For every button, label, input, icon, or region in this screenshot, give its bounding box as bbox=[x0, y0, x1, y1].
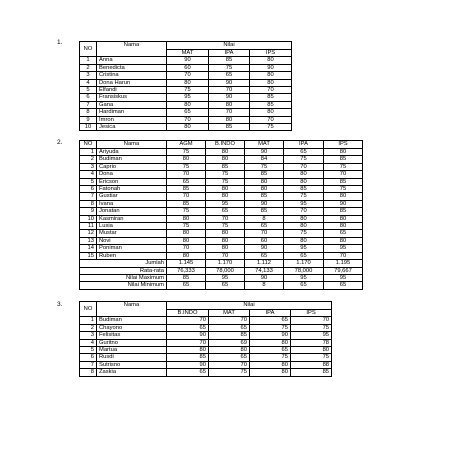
column-header: B.INDO bbox=[206, 141, 245, 149]
score-cell: 80 bbox=[284, 178, 324, 185]
student-name: Ericson bbox=[97, 178, 167, 185]
score-cell: 70 bbox=[167, 245, 206, 252]
student-name: Jesica bbox=[97, 124, 167, 131]
column-header: IPA bbox=[250, 310, 291, 317]
score-cell: 75 bbox=[209, 64, 250, 71]
section-3-number: 3. bbox=[57, 301, 63, 308]
score-cell: 90 bbox=[167, 332, 209, 339]
score-cell: 95 bbox=[324, 245, 363, 252]
score-cell: 70 bbox=[167, 317, 209, 324]
row-number: 2 bbox=[80, 64, 97, 71]
summary-value: 1.170 bbox=[206, 260, 245, 267]
row-number: 15 bbox=[80, 252, 97, 259]
score-cell: 70 bbox=[209, 361, 250, 368]
summary-value: 65 bbox=[167, 282, 206, 289]
score-cell: 88 bbox=[291, 361, 332, 368]
column-header: AGM bbox=[167, 141, 206, 149]
table-row bbox=[80, 178, 363, 185]
column-header: MAT bbox=[209, 310, 250, 317]
score-cell: 90 bbox=[324, 200, 363, 207]
summary-value: 78,000 bbox=[206, 267, 245, 274]
table-row bbox=[80, 215, 363, 222]
student-name: Sutrisno bbox=[97, 361, 167, 368]
row-number: 11 bbox=[80, 223, 97, 230]
row-number: 6 bbox=[80, 354, 97, 361]
score-cell: 85 bbox=[324, 208, 363, 215]
score-cell: 80 bbox=[250, 57, 292, 64]
score-cell: 80 bbox=[167, 215, 206, 222]
table-row bbox=[80, 79, 292, 86]
score-cell: 80 bbox=[250, 109, 292, 116]
score-cell: 65 bbox=[167, 178, 206, 185]
row-number: 14 bbox=[80, 245, 97, 252]
score-cell: 85 bbox=[209, 57, 250, 64]
score-cell: 80 bbox=[209, 116, 250, 123]
score-cell: 70 bbox=[291, 317, 332, 324]
score-cell: 75 bbox=[284, 193, 324, 200]
score-cell: 65 bbox=[209, 324, 250, 331]
table-row bbox=[80, 186, 363, 193]
score-cell: 85 bbox=[167, 200, 206, 207]
score-cell: 80 bbox=[284, 215, 324, 222]
header-no: NO bbox=[80, 141, 97, 149]
score-cell: 65 bbox=[250, 347, 291, 354]
score-cell: 85 bbox=[245, 208, 284, 215]
header-nama: Nama bbox=[97, 302, 167, 317]
summary-value: 78,000 bbox=[284, 267, 324, 274]
table-row bbox=[80, 101, 292, 108]
table-row bbox=[80, 369, 332, 376]
score-cell: 80 bbox=[245, 186, 284, 193]
table-row bbox=[80, 57, 292, 64]
score-cell: 80 bbox=[291, 347, 332, 354]
score-cell: 70 bbox=[167, 193, 206, 200]
row-number: 3 bbox=[80, 163, 97, 170]
row-number: 4 bbox=[80, 171, 97, 178]
student-name: Mustar bbox=[97, 230, 167, 237]
score-cell: 85 bbox=[245, 171, 284, 178]
score-cell: 69 bbox=[209, 339, 250, 346]
table-row bbox=[80, 149, 363, 156]
score-cell: 85 bbox=[209, 332, 250, 339]
column-header: MAT bbox=[245, 141, 284, 149]
summary-label: Rata-rata bbox=[80, 267, 167, 274]
column-header: IPS bbox=[291, 310, 332, 317]
score-cell: 65 bbox=[209, 354, 250, 361]
student-name: Fatonah bbox=[97, 186, 167, 193]
row-number: 1 bbox=[80, 57, 97, 64]
row-number: 7 bbox=[80, 101, 97, 108]
student-name: Gana bbox=[97, 101, 167, 108]
row-number: 2 bbox=[80, 324, 97, 331]
summary-label: Nilai Maximum bbox=[80, 274, 167, 281]
student-name: Ariyuda bbox=[97, 149, 167, 156]
summary-value: 65 bbox=[206, 282, 245, 289]
summary-row bbox=[80, 267, 363, 274]
column-header: IPA bbox=[209, 50, 250, 57]
score-cell: 65 bbox=[206, 208, 245, 215]
row-number: 6 bbox=[80, 94, 97, 101]
summary-row bbox=[80, 282, 363, 289]
score-cell: 85 bbox=[291, 369, 332, 376]
row-number: 5 bbox=[80, 347, 97, 354]
table-row bbox=[80, 171, 363, 178]
summary-label: Jumlah bbox=[80, 260, 167, 267]
score-cell: 75 bbox=[167, 223, 206, 230]
student-name: Dona Harun bbox=[97, 79, 167, 86]
score-cell: 8 bbox=[245, 215, 284, 222]
score-cell: 80 bbox=[167, 79, 209, 86]
score-cell: 75 bbox=[245, 163, 284, 170]
score-cell: 75 bbox=[324, 186, 363, 193]
row-number: 9 bbox=[80, 116, 97, 123]
student-name: Budiman bbox=[97, 317, 167, 324]
row-number: 9 bbox=[80, 208, 97, 215]
summary-label: Nilai Minimum bbox=[80, 282, 167, 289]
row-number: 8 bbox=[80, 369, 97, 376]
student-name: Budiman bbox=[97, 156, 167, 163]
summary-value: 1.112 bbox=[245, 260, 284, 267]
summary-value: 74,133 bbox=[245, 267, 284, 274]
summary-value: 1.195 bbox=[324, 260, 363, 267]
score-cell: 65 bbox=[167, 109, 209, 116]
student-name: Zaskia bbox=[97, 369, 167, 376]
score-cell: 70 bbox=[209, 87, 250, 94]
score-cell: 75 bbox=[167, 87, 209, 94]
table-row bbox=[80, 87, 292, 94]
student-name: Chayono bbox=[97, 324, 167, 331]
header-no: NO bbox=[80, 302, 97, 317]
score-cell: 90 bbox=[209, 79, 250, 86]
score-cell: 90 bbox=[245, 200, 284, 207]
score-cell: 90 bbox=[250, 332, 291, 339]
score-cell: 80 bbox=[167, 156, 206, 163]
student-name: Ivana bbox=[97, 200, 167, 207]
score-cell: 70 bbox=[284, 208, 324, 215]
score-cell: 80 bbox=[206, 156, 245, 163]
student-name: Gustiar bbox=[97, 193, 167, 200]
score-cell: 95 bbox=[206, 200, 245, 207]
table-row bbox=[80, 72, 292, 79]
student-name: Benedicta bbox=[97, 64, 167, 71]
header-nilai: Nilai bbox=[167, 42, 292, 50]
row-number: 3 bbox=[80, 72, 97, 79]
score-cell: 90 bbox=[209, 94, 250, 101]
table-row bbox=[80, 252, 363, 259]
row-number: 5 bbox=[80, 87, 97, 94]
score-cell: 80 bbox=[167, 101, 209, 108]
score-cell: 70 bbox=[209, 317, 250, 324]
score-cell: 70 bbox=[206, 215, 245, 222]
section-2-number: 2. bbox=[57, 139, 63, 146]
row-number: 7 bbox=[80, 193, 97, 200]
table-row bbox=[80, 245, 363, 252]
score-cell: 95 bbox=[291, 332, 332, 339]
score-cell: 65 bbox=[284, 149, 324, 156]
score-cell: 80 bbox=[206, 245, 245, 252]
table-3 bbox=[79, 301, 332, 377]
score-cell: 85 bbox=[250, 101, 292, 108]
summary-value: 95 bbox=[284, 274, 324, 281]
score-cell: 75 bbox=[324, 163, 363, 170]
summary-value: 1.145 bbox=[167, 260, 206, 267]
score-cell: 75 bbox=[284, 230, 324, 237]
table-row bbox=[80, 200, 363, 207]
table-row bbox=[80, 163, 363, 170]
header-no: NO bbox=[80, 42, 97, 57]
summary-row bbox=[80, 260, 363, 267]
score-cell: 70 bbox=[167, 339, 209, 346]
score-cell: 80 bbox=[206, 193, 245, 200]
score-cell: 90 bbox=[250, 64, 292, 71]
score-cell: 90 bbox=[167, 361, 209, 368]
row-number: 4 bbox=[80, 79, 97, 86]
score-cell: 80 bbox=[206, 149, 245, 156]
score-cell: 80 bbox=[167, 237, 206, 244]
score-cell: 70 bbox=[245, 230, 284, 237]
score-cell: 75 bbox=[284, 156, 324, 163]
table-row bbox=[80, 324, 332, 331]
score-cell: 75 bbox=[167, 208, 206, 215]
score-cell: 75 bbox=[250, 324, 291, 331]
table-row bbox=[80, 208, 363, 215]
header-nama: Nama bbox=[97, 141, 167, 149]
score-cell: 95 bbox=[167, 94, 209, 101]
row-number: 2 bbox=[80, 156, 97, 163]
table-row bbox=[80, 354, 332, 361]
score-cell: 95 bbox=[284, 200, 324, 207]
score-cell: 90 bbox=[245, 245, 284, 252]
score-cell: 80 bbox=[284, 237, 324, 244]
score-cell: 75 bbox=[250, 124, 292, 131]
score-cell: 65 bbox=[250, 317, 291, 324]
table-row bbox=[80, 223, 363, 230]
header-nama: Nama bbox=[97, 42, 167, 57]
score-cell: 75 bbox=[167, 163, 206, 170]
summary-value: 90 bbox=[245, 274, 284, 281]
score-cell: 80 bbox=[206, 186, 245, 193]
score-cell: 60 bbox=[167, 64, 209, 71]
row-number: 5 bbox=[80, 178, 97, 185]
score-cell: 85 bbox=[167, 186, 206, 193]
header-nilai: Nilai bbox=[167, 302, 332, 310]
student-name: Fransiskus bbox=[97, 94, 167, 101]
table-row bbox=[80, 317, 332, 324]
score-cell: 65 bbox=[167, 324, 209, 331]
score-cell: 70 bbox=[206, 252, 245, 259]
score-cell: 78 bbox=[291, 339, 332, 346]
score-cell: 90 bbox=[245, 149, 284, 156]
score-cell: 80 bbox=[250, 72, 292, 79]
row-number: 8 bbox=[80, 109, 97, 116]
score-cell: 65 bbox=[324, 230, 363, 237]
score-cell: 70 bbox=[167, 171, 206, 178]
table-row bbox=[80, 124, 292, 131]
table-row bbox=[80, 193, 363, 200]
summary-value: 76,333 bbox=[167, 267, 206, 274]
score-cell: 70 bbox=[324, 252, 363, 259]
score-cell: 80 bbox=[167, 347, 209, 354]
score-cell: 70 bbox=[250, 87, 292, 94]
score-cell: 85 bbox=[209, 124, 250, 131]
table-row bbox=[80, 64, 292, 71]
score-cell: 65 bbox=[167, 369, 209, 376]
column-header: IPS bbox=[324, 141, 363, 149]
summary-value: 65 bbox=[284, 282, 324, 289]
student-name: Lusia bbox=[97, 223, 167, 230]
score-cell: 80 bbox=[245, 178, 284, 185]
column-header: B.INDO bbox=[167, 310, 209, 317]
score-cell: 75 bbox=[250, 354, 291, 361]
score-cell: 84 bbox=[245, 156, 284, 163]
student-name: Rusdi bbox=[97, 354, 167, 361]
score-cell: 80 bbox=[167, 230, 206, 237]
score-cell: 80 bbox=[209, 101, 250, 108]
score-cell: 80 bbox=[206, 237, 245, 244]
table-1 bbox=[79, 41, 292, 131]
student-name: Poniman bbox=[97, 245, 167, 252]
student-name: Guritno bbox=[97, 339, 167, 346]
column-header: MAT bbox=[167, 50, 209, 57]
score-cell: 80 bbox=[324, 193, 363, 200]
score-cell: 85 bbox=[324, 178, 363, 185]
score-cell: 75 bbox=[209, 369, 250, 376]
score-cell: 80 bbox=[324, 215, 363, 222]
column-header: IPS bbox=[250, 50, 292, 57]
row-number: 12 bbox=[80, 230, 97, 237]
score-cell: 75 bbox=[206, 178, 245, 185]
table-row bbox=[80, 156, 363, 163]
table-row bbox=[80, 347, 332, 354]
score-cell: 80 bbox=[250, 361, 291, 368]
student-name: Anna bbox=[97, 57, 167, 64]
row-number: 3 bbox=[80, 332, 97, 339]
table-row bbox=[80, 230, 363, 237]
row-number: 13 bbox=[80, 237, 97, 244]
score-cell: 75 bbox=[206, 223, 245, 230]
student-name: Jonatan bbox=[97, 208, 167, 215]
score-cell: 80 bbox=[324, 149, 363, 156]
score-cell: 85 bbox=[206, 163, 245, 170]
summary-value: 65 bbox=[324, 282, 363, 289]
score-cell: 75 bbox=[291, 354, 332, 361]
row-number: 7 bbox=[80, 361, 97, 368]
row-number: 1 bbox=[80, 317, 97, 324]
score-cell: 80 bbox=[206, 230, 245, 237]
student-name: Felisitas bbox=[97, 332, 167, 339]
table-2 bbox=[79, 140, 363, 290]
score-cell: 75 bbox=[167, 149, 206, 156]
score-cell: 85 bbox=[245, 193, 284, 200]
table-row bbox=[80, 94, 292, 101]
table-row bbox=[80, 109, 292, 116]
score-cell: 75 bbox=[206, 171, 245, 178]
summary-value: 95 bbox=[206, 274, 245, 281]
section-1-number: 1. bbox=[57, 39, 63, 46]
summary-value: 95 bbox=[324, 274, 363, 281]
table-row bbox=[80, 332, 332, 339]
score-cell: 85 bbox=[324, 156, 363, 163]
score-cell: 80 bbox=[284, 223, 324, 230]
summary-value: 79,667 bbox=[324, 267, 363, 274]
score-cell: 60 bbox=[245, 237, 284, 244]
score-cell: 80 bbox=[250, 369, 291, 376]
student-name: Martua bbox=[97, 347, 167, 354]
score-cell: 65 bbox=[284, 252, 324, 259]
score-cell: 80 bbox=[284, 171, 324, 178]
row-number: 4 bbox=[80, 339, 97, 346]
summary-value: 8 bbox=[245, 282, 284, 289]
summary-value: 1.170 bbox=[284, 260, 324, 267]
score-cell: 70 bbox=[209, 109, 250, 116]
column-header: IPA bbox=[284, 141, 324, 149]
score-cell: 80 bbox=[167, 124, 209, 131]
score-cell: 85 bbox=[167, 354, 209, 361]
score-cell: 80 bbox=[324, 237, 363, 244]
score-cell: 80 bbox=[167, 252, 206, 259]
score-cell: 80 bbox=[250, 339, 291, 346]
score-cell: 65 bbox=[245, 252, 284, 259]
score-cell: 95 bbox=[284, 245, 324, 252]
score-cell: 85 bbox=[250, 94, 292, 101]
score-cell: 80 bbox=[324, 223, 363, 230]
row-number: 1 bbox=[80, 149, 97, 156]
student-name: Ruben bbox=[97, 252, 167, 259]
row-number: 8 bbox=[80, 200, 97, 207]
table-row bbox=[80, 116, 292, 123]
student-name: Kasmiran bbox=[97, 215, 167, 222]
table-row bbox=[80, 361, 332, 368]
student-name: Elfandi bbox=[97, 87, 167, 94]
row-number: 10 bbox=[80, 124, 97, 131]
row-number: 6 bbox=[80, 186, 97, 193]
student-name: Hardiman bbox=[97, 109, 167, 116]
table-row bbox=[80, 237, 363, 244]
score-cell: 75 bbox=[291, 324, 332, 331]
score-cell: 70 bbox=[324, 171, 363, 178]
row-number: 10 bbox=[80, 215, 97, 222]
score-cell: 70 bbox=[167, 72, 209, 79]
score-cell: 70 bbox=[250, 116, 292, 123]
student-name: Novi bbox=[97, 237, 167, 244]
score-cell: 65 bbox=[209, 72, 250, 79]
score-cell: 65 bbox=[245, 223, 284, 230]
summary-value: 85 bbox=[167, 274, 206, 281]
score-cell: 70 bbox=[167, 116, 209, 123]
score-cell: 90 bbox=[167, 57, 209, 64]
student-name: Imron bbox=[97, 116, 167, 123]
score-cell: 85 bbox=[284, 186, 324, 193]
summary-row bbox=[80, 274, 363, 281]
student-name: Dona bbox=[97, 171, 167, 178]
student-name: Caprio bbox=[97, 163, 167, 170]
score-cell: 80 bbox=[209, 347, 250, 354]
student-name: Cristina bbox=[97, 72, 167, 79]
table-row bbox=[80, 339, 332, 346]
score-cell: 70 bbox=[284, 163, 324, 170]
score-cell: 80 bbox=[250, 79, 292, 86]
